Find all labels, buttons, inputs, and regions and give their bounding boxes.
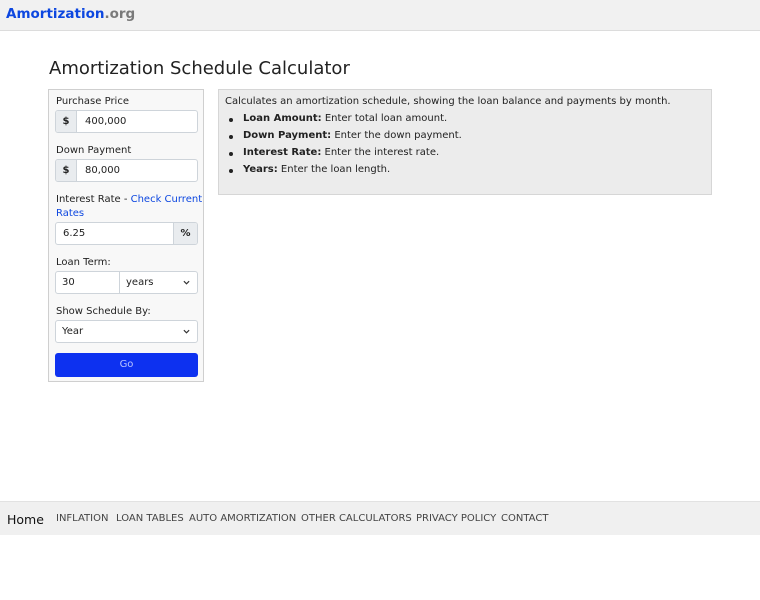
loan-term-unit-value: years <box>126 277 154 288</box>
footer-link-auto-amortization[interactable]: AUTO AMORTIZATION <box>189 513 297 524</box>
dollar-prefix: $ <box>56 160 77 181</box>
check-rates-link[interactable]: Check Current <box>130 194 203 205</box>
down-payment-group <box>55 159 198 182</box>
chevron-down-icon <box>183 328 190 335</box>
down-payment-input[interactable]: 80,000 <box>85 165 120 176</box>
instruction-desc: Enter the down payment. <box>331 130 462 141</box>
instruction-item <box>243 113 462 130</box>
page-title: Amortization Schedule Calculator <box>49 58 350 79</box>
site-logo[interactable] <box>6 6 135 22</box>
go-button[interactable]: Go <box>55 353 198 377</box>
instruction-desc: Enter the loan length. <box>277 164 391 175</box>
interest-rate-group <box>55 222 198 245</box>
interest-rate-label <box>56 194 202 205</box>
instruction-term: Interest Rate: <box>243 147 322 158</box>
instruction-item <box>243 147 462 164</box>
instructions-list <box>243 113 462 181</box>
logo-tld: .org <box>104 6 136 22</box>
instruction-desc: Enter the interest rate. <box>321 147 440 158</box>
dollar-prefix: $ <box>56 111 77 132</box>
footer-link-privacy-policy[interactable]: PRIVACY POLICY <box>416 513 497 524</box>
calculator-form <box>48 89 204 382</box>
footer-link-loan-tables[interactable]: LOAN TABLES <box>116 513 184 524</box>
instruction-item <box>243 130 462 147</box>
down-payment-label: Down Payment <box>56 145 132 156</box>
loan-term-value: 30 <box>62 277 75 288</box>
schedule-by-label: Show Schedule By: <box>56 306 151 317</box>
schedule-by-select[interactable] <box>55 320 198 343</box>
check-rates-link-wrap <box>56 208 84 219</box>
purchase-price-group <box>55 110 198 133</box>
top-bar <box>0 0 760 31</box>
instruction-item <box>243 164 462 181</box>
loan-term-label: Loan Term: <box>56 257 111 268</box>
logo-brand: Amortization <box>6 6 105 22</box>
footer-nav <box>0 501 760 535</box>
instruction-term: Loan Amount: <box>243 113 322 124</box>
loan-term-unit-select[interactable] <box>119 271 198 294</box>
check-rates-link-continued[interactable]: Rates <box>56 208 85 219</box>
percent-suffix: % <box>173 223 197 244</box>
footer-home-link[interactable]: Home <box>7 512 44 527</box>
interest-rate-label-text: Interest Rate - <box>56 194 131 205</box>
purchase-price-label: Purchase Price <box>56 96 129 107</box>
loan-term-input[interactable] <box>55 271 120 294</box>
instruction-term: Years: <box>243 164 278 175</box>
instruction-term: Down Payment: <box>243 130 332 141</box>
schedule-by-value: Year <box>62 326 84 337</box>
purchase-price-input[interactable]: 400,000 <box>85 116 127 127</box>
chevron-down-icon <box>183 279 190 286</box>
instructions-panel <box>218 89 712 195</box>
instructions-intro: Calculates an amortization schedule, showing the loan balance and payments by month. <box>225 96 671 107</box>
footer-link-contact[interactable]: CONTACT <box>501 513 549 524</box>
interest-rate-input[interactable]: 6.25 <box>63 228 86 239</box>
footer-link-inflation[interactable]: INFLATION <box>56 513 109 524</box>
instruction-desc: Enter total loan amount. <box>321 113 448 124</box>
footer-link-other-calculators[interactable]: OTHER CALCULATORS <box>301 513 412 524</box>
